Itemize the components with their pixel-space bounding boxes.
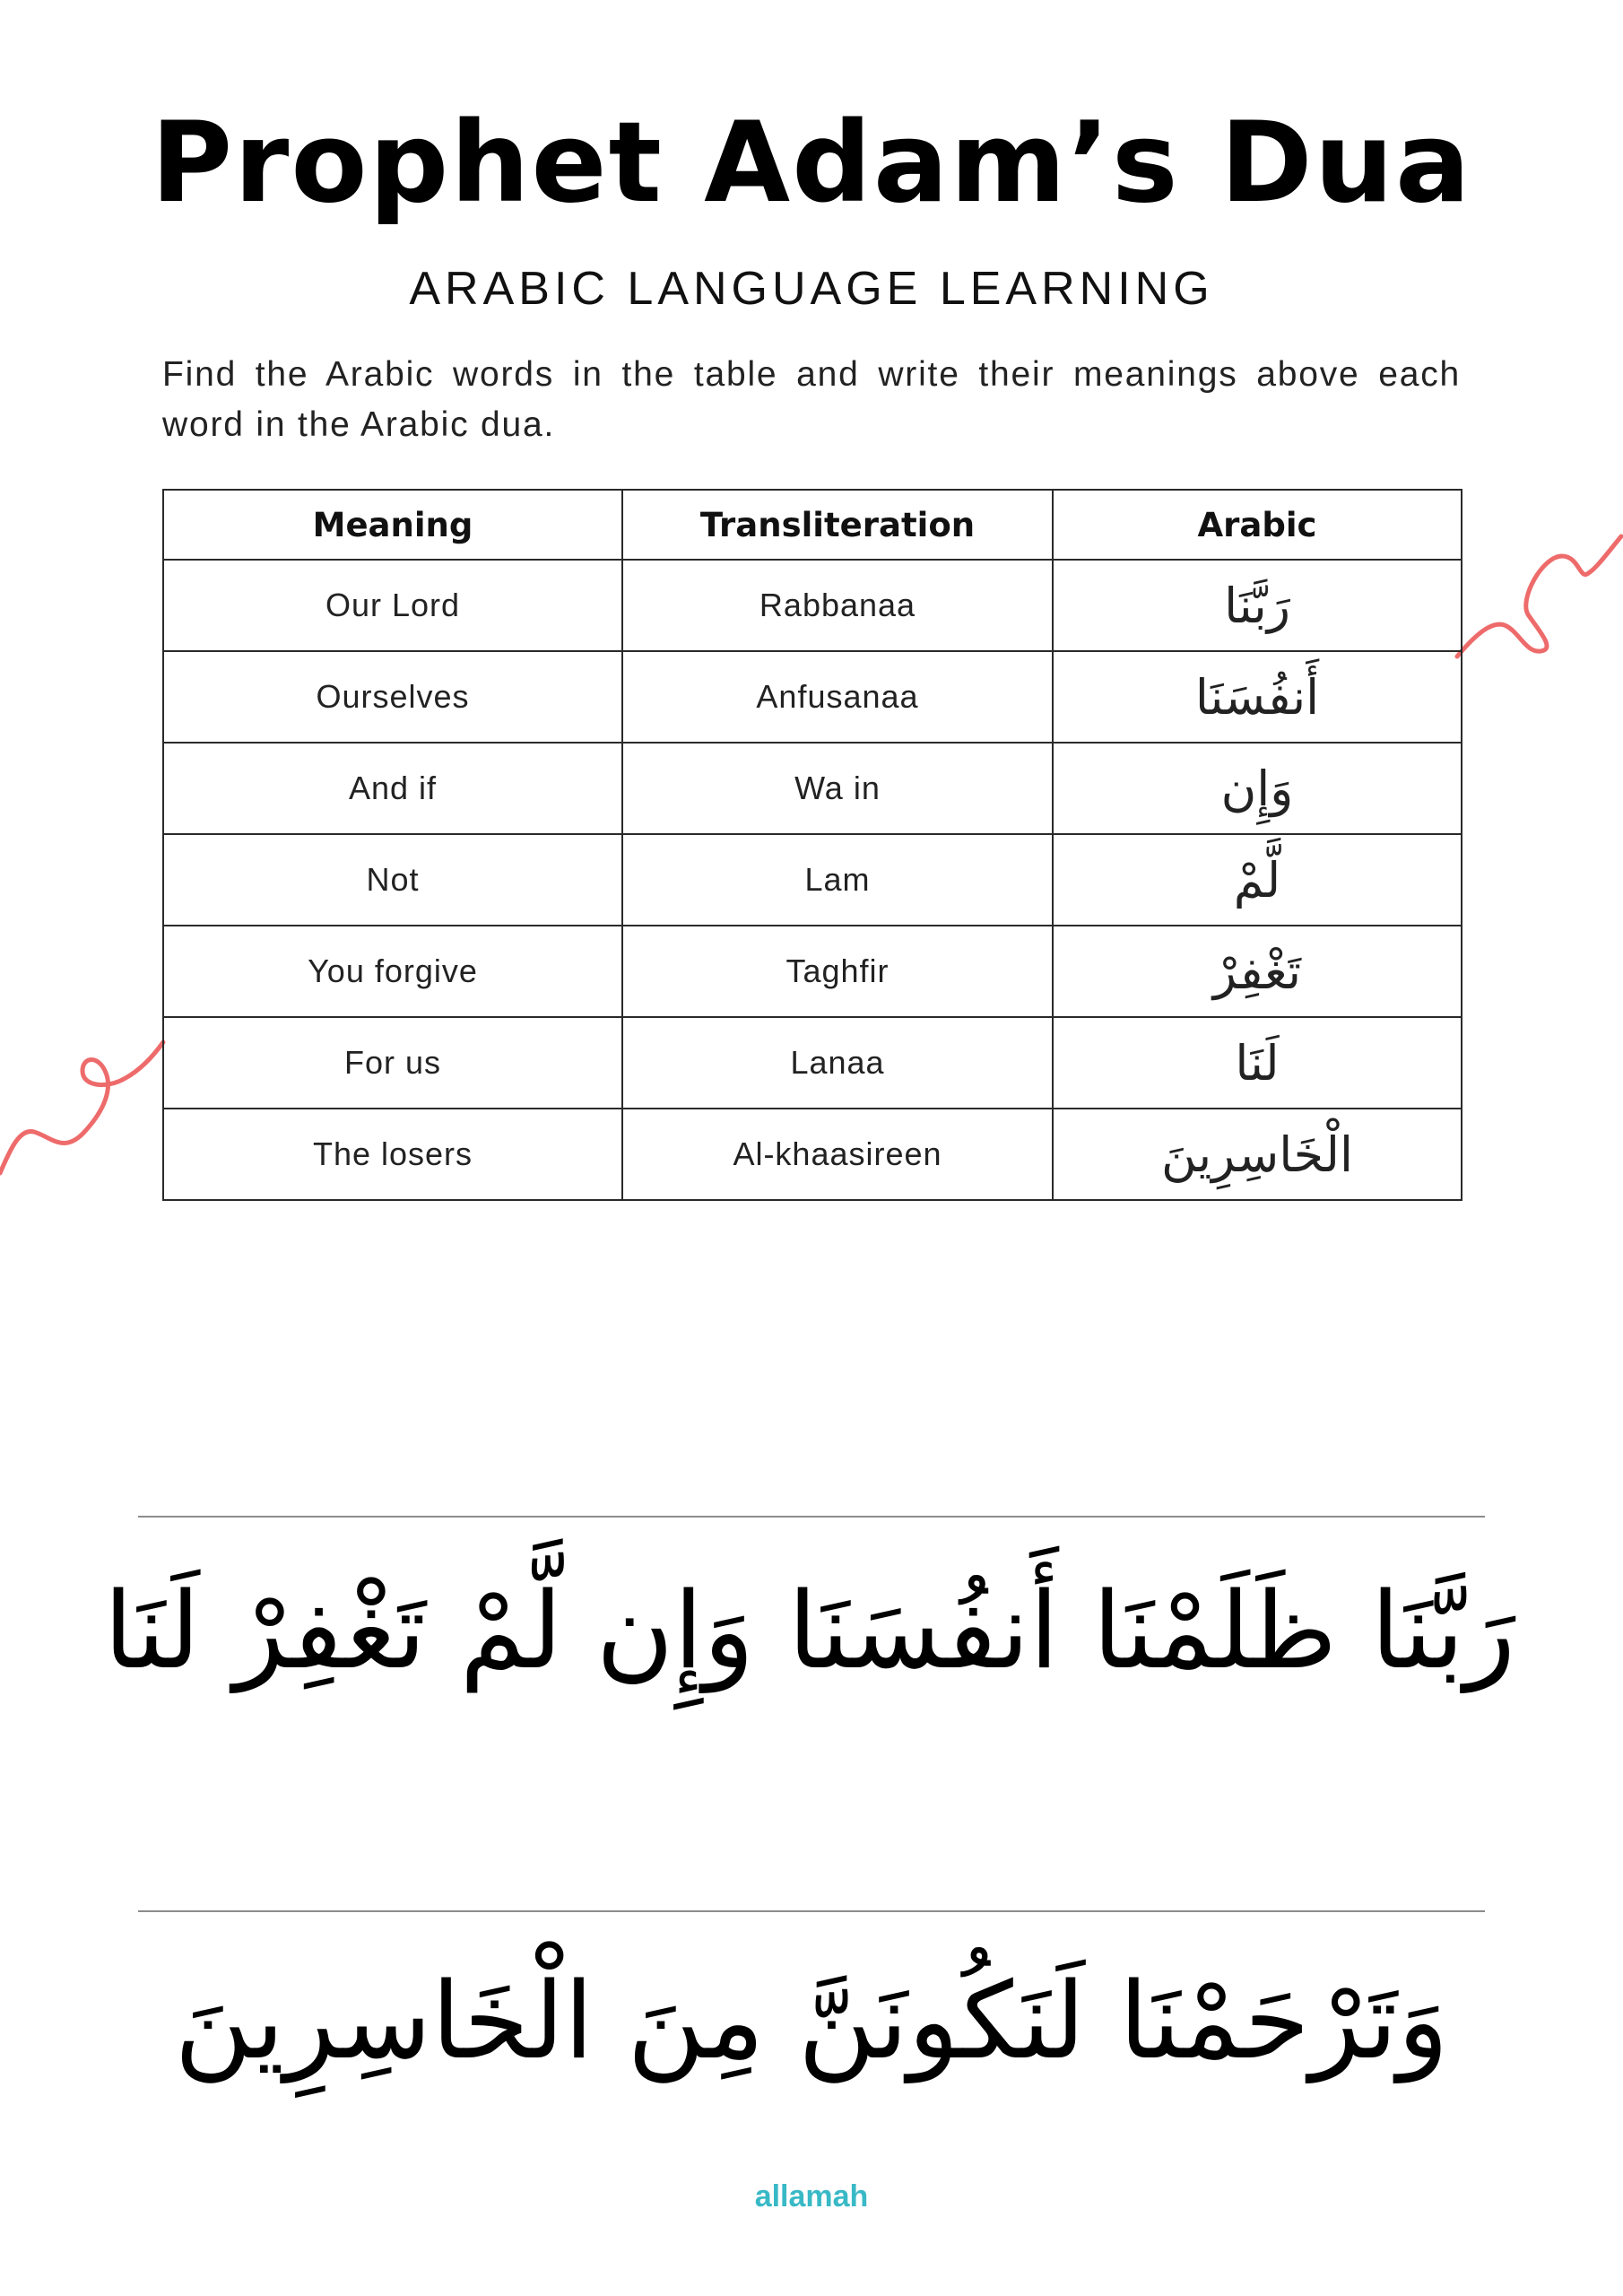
table-row <box>163 834 1462 926</box>
transliteration-cell: Taghfir <box>622 926 1053 1017</box>
arabic-cell: أَنفُسَنَا <box>1053 651 1462 743</box>
column-header-arabic: Arabic <box>1053 490 1462 560</box>
table-row <box>163 743 1462 834</box>
arabic-cell: تَغْفِرْ <box>1053 926 1462 1017</box>
meaning-cell: For us <box>163 1017 622 1109</box>
arabic-cell: لَّمْ <box>1053 834 1462 926</box>
allamah-logo: allamah <box>754 2179 869 2213</box>
instructions-text: Find the Arabic words in the table and write their meanings above each word in the Arabic dua. <box>162 355 1461 444</box>
meaning-cell: Not <box>163 834 622 926</box>
dua-line-1: رَبَّنَا ظَلَمْنَا أَنفُسَنَا وَإِن لَّمْ تَغْفِرْ لَنَا <box>103 1569 1515 1692</box>
table-row <box>163 926 1462 1017</box>
transliteration-cell: Anfusanaa <box>622 651 1053 743</box>
table-row <box>163 1017 1462 1109</box>
writing-line-1 <box>138 1516 1485 1518</box>
table-row <box>163 560 1462 651</box>
decorative-squiggle-right <box>1453 529 1623 673</box>
page-title: Prophet Adam’s Dua <box>151 99 1472 228</box>
decorative-squiggle-left <box>0 1022 170 1184</box>
vocabulary-table <box>162 489 1462 1201</box>
column-header-meaning: Meaning <box>163 490 622 560</box>
transliteration-cell: Rabbanaa <box>622 560 1053 651</box>
transliteration-cell: Lanaa <box>622 1017 1053 1109</box>
meaning-cell: Our Lord <box>163 560 622 651</box>
arabic-cell: الْخَاسِرِينَ <box>1053 1109 1462 1200</box>
arabic-cell: لَنَا <box>1053 1017 1462 1109</box>
transliteration-cell: Al-khaasireen <box>622 1109 1053 1200</box>
arabic-cell: وَإِن <box>1053 743 1462 834</box>
table-header-row <box>163 490 1462 560</box>
table-row <box>163 651 1462 743</box>
meaning-cell: And if <box>163 743 622 834</box>
meaning-cell: Ourselves <box>163 651 622 743</box>
transliteration-cell: Lam <box>622 834 1053 926</box>
meaning-cell: You forgive <box>163 926 622 1017</box>
column-header-transliteration: Transliteration <box>622 490 1053 560</box>
table-row <box>163 1109 1462 1200</box>
page-subtitle: ARABIC LANGUAGE LEARNING <box>409 263 1214 315</box>
meaning-cell: The losers <box>163 1109 622 1200</box>
dua-line-2: وَتَرْحَمْنَا لَنَكُونَنَّ مِنَ الْخَاسِرِينَ <box>174 1959 1449 2083</box>
arabic-cell: رَبَّنَا <box>1053 560 1462 651</box>
writing-line-2 <box>138 1910 1485 1912</box>
transliteration-cell: Wa in <box>622 743 1053 834</box>
